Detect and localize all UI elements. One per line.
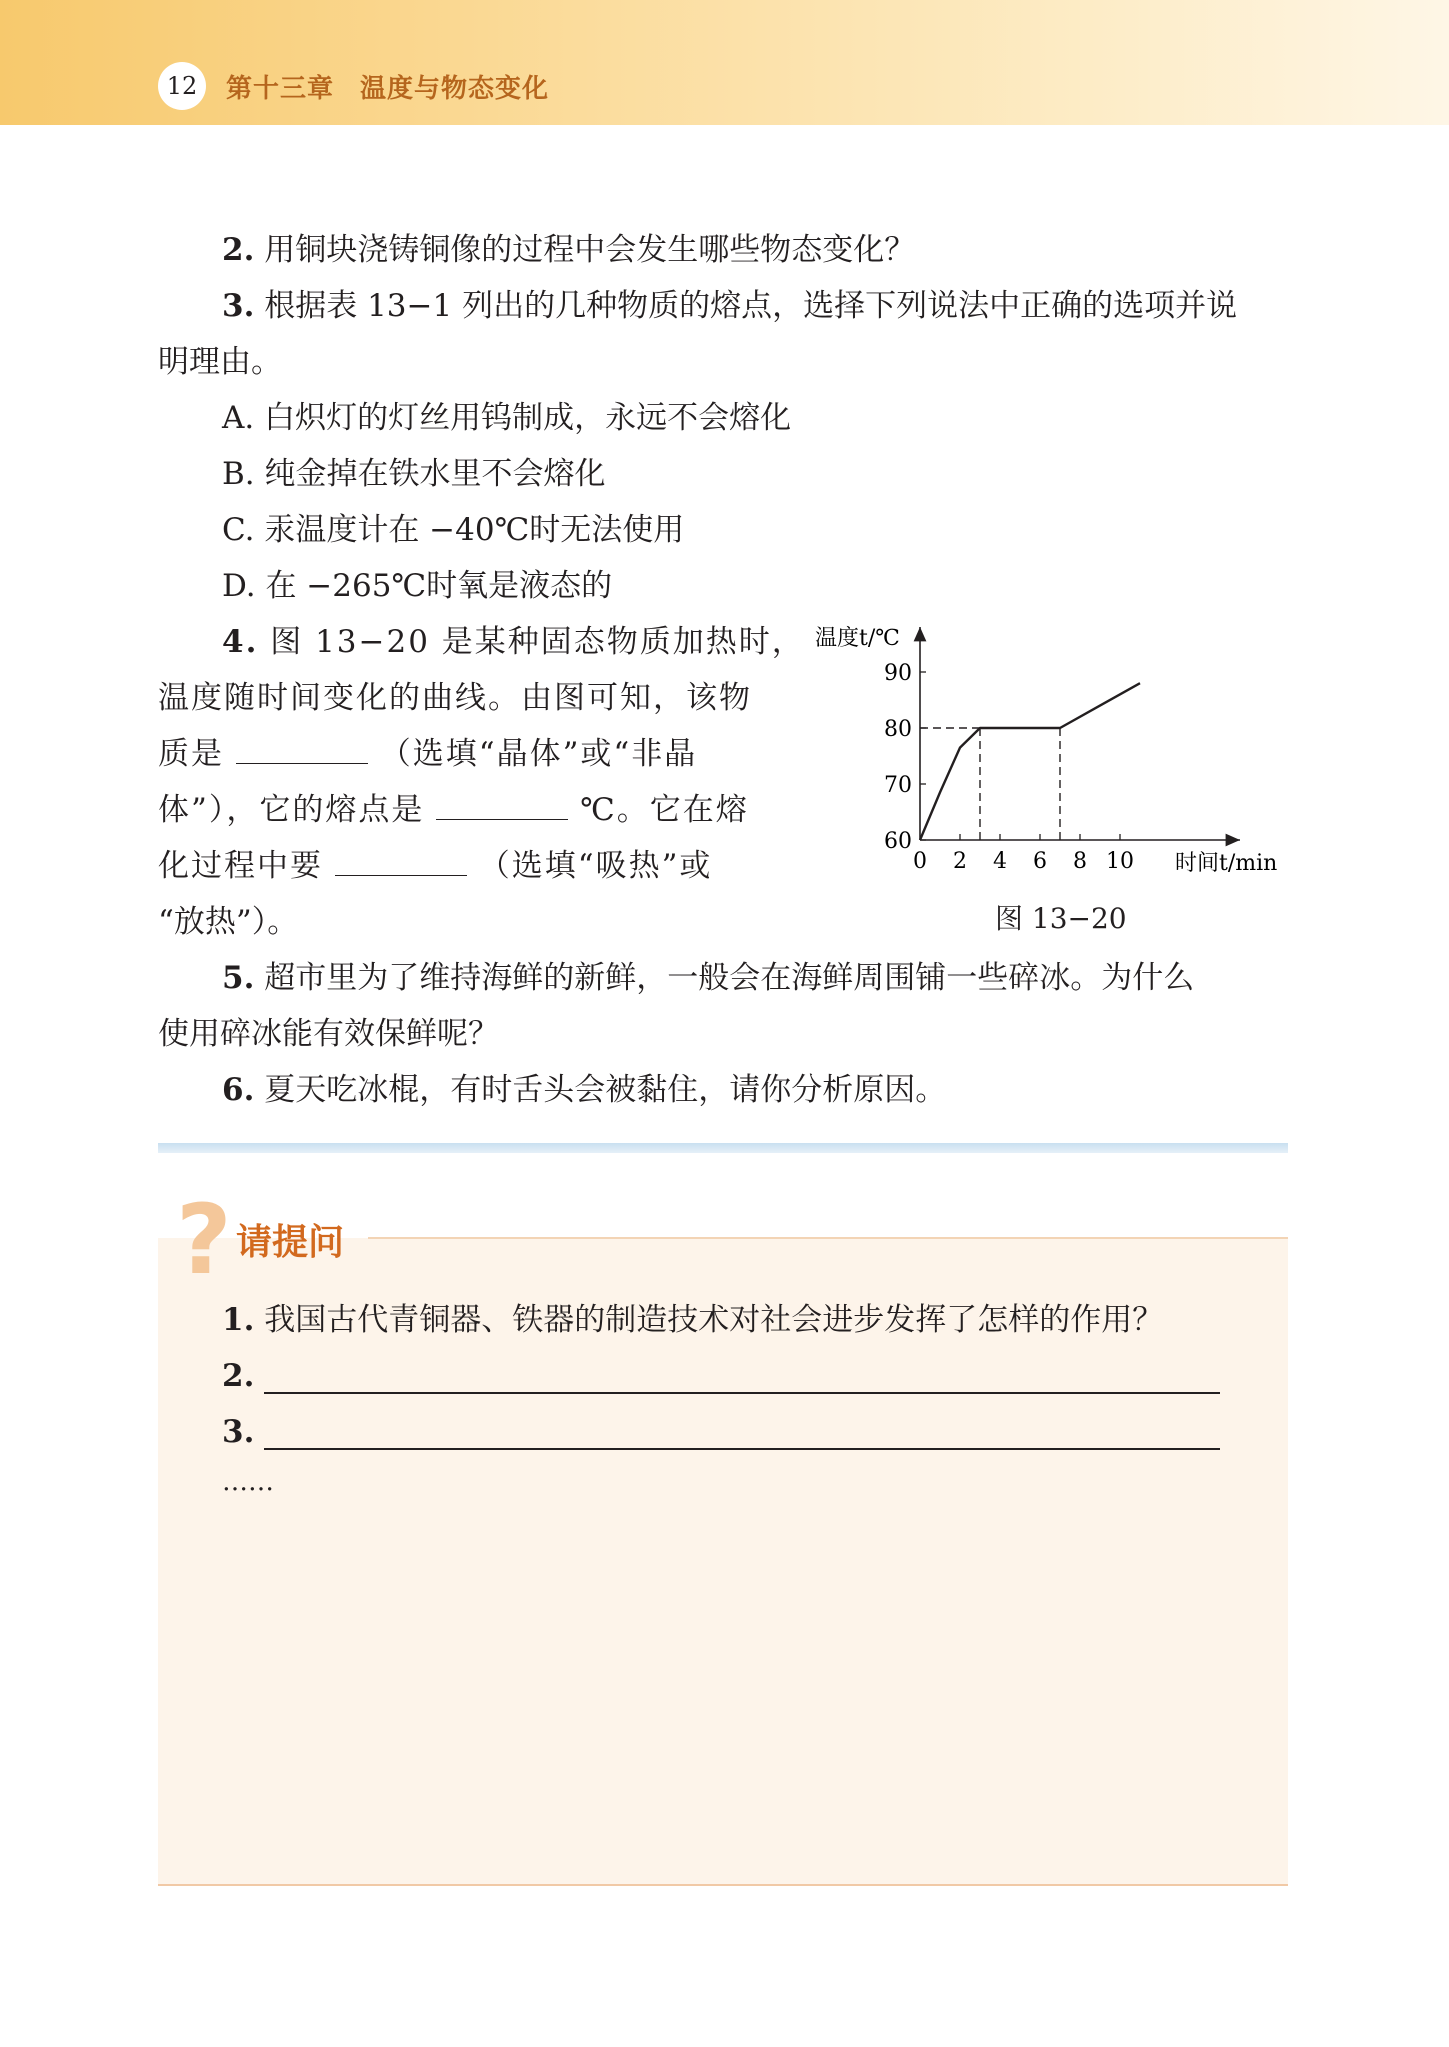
- question-number: 2.: [222, 232, 255, 268]
- page-header: [0, 0, 1449, 125]
- ask-ellipsis: ……: [222, 1467, 274, 1497]
- chapter-number: 第十三章: [226, 74, 335, 104]
- x-tick-label: 8: [1073, 849, 1087, 874]
- x-tick-label: 2: [953, 849, 967, 874]
- answer-blank[interactable]: [236, 735, 368, 764]
- y-tick-label: 60: [884, 829, 912, 854]
- x-axis-label: 时间t/min: [1175, 851, 1278, 876]
- y-tick-label: 70: [884, 773, 912, 798]
- section-divider: [158, 1143, 1288, 1153]
- text: 质是: [158, 736, 224, 772]
- question-2: [222, 230, 915, 270]
- question-number: 6.: [222, 1072, 255, 1108]
- ask-question-1: [222, 1300, 1163, 1340]
- x-tick-label: 10: [1106, 849, 1134, 874]
- ask-answer-line-2[interactable]: [264, 1392, 1220, 1394]
- text: （选填“吸热”或: [478, 848, 713, 884]
- ask-answer-line-3[interactable]: [264, 1448, 1220, 1450]
- question-4-line6: “放热”）。: [158, 904, 299, 940]
- text: ℃。它在熔: [580, 792, 749, 828]
- ask-question-2: [222, 1356, 254, 1396]
- temperature-time-chart: [810, 615, 1290, 895]
- page-number: 12: [158, 62, 206, 110]
- figure-caption: 图 13−20: [995, 902, 1127, 935]
- question-number: 5.: [222, 960, 255, 996]
- chapter-heading: [226, 68, 549, 105]
- question-number: 1.: [222, 1302, 255, 1338]
- option-b: B. 纯金掉在铁水里不会熔化: [222, 456, 606, 492]
- question-text: 图 13−20 是某种固态物质加热时，: [270, 624, 805, 660]
- question-6: [222, 1070, 946, 1110]
- question-4-line2: 温度随时间变化的曲线。由图可知，该物: [158, 680, 752, 716]
- option-a: A. 白炽灯的灯丝用钨制成，永远不会熔化: [222, 400, 792, 436]
- question-3: [222, 286, 1237, 326]
- text: （选填“晶体”或“非晶: [379, 736, 698, 772]
- answer-blank[interactable]: [335, 847, 467, 876]
- question-5: [222, 958, 1194, 998]
- question-number: 4.: [222, 624, 259, 660]
- ask-section-title: 请提问: [236, 1222, 345, 1263]
- ask-title-rule: [368, 1237, 1288, 1239]
- x-tick-label: 6: [1033, 849, 1047, 874]
- question-mark-icon: ?: [176, 1184, 232, 1296]
- y-axis-label: 温度t/℃: [815, 626, 900, 651]
- text: 化过程中要: [158, 848, 323, 884]
- y-tick-label: 80: [884, 717, 912, 742]
- question-number: 3.: [222, 1414, 255, 1450]
- chapter-title: 温度与物态变化: [360, 74, 550, 104]
- option-c: C. 汞温度计在 −40℃时无法使用: [222, 512, 685, 548]
- option-d: D. 在 −265℃时氧是液态的: [222, 568, 613, 604]
- question-text: 用铜块浇铸铜像的过程中会发生哪些物态变化？: [264, 232, 916, 268]
- question-text: 我国古代青铜器、铁器的制造技术对社会进步发挥了怎样的作用？: [264, 1302, 1164, 1338]
- question-4-line3: [158, 734, 697, 774]
- x-tick-label: 4: [993, 849, 1007, 874]
- question-4: [222, 622, 805, 662]
- question-number: 2.: [222, 1358, 255, 1394]
- question-4-line5: [158, 846, 712, 886]
- series-line: [920, 683, 1140, 840]
- question-5-cont: 使用碎冰能有效保鲜呢？: [158, 1016, 499, 1052]
- question-3-cont: 明理由。: [158, 344, 282, 380]
- question-4-line4: [158, 790, 749, 830]
- question-text: 夏天吃冰棍，有时舌头会被黏住，请你分析原因。: [264, 1072, 947, 1108]
- text: 体”），它的熔点是: [158, 792, 425, 828]
- y-tick-label: 90: [884, 661, 912, 686]
- question-text: 超市里为了维持海鲜的新鲜，一般会在海鲜周围铺一些碎冰。为什么: [264, 960, 1195, 996]
- ask-question-3: [222, 1412, 254, 1452]
- question-text: 根据表 13−1 列出的几种物质的熔点，选择下列说法中正确的选项并说: [264, 288, 1238, 324]
- x-tick-label: 0: [913, 849, 927, 874]
- answer-blank[interactable]: [436, 791, 568, 820]
- question-number: 3.: [222, 288, 255, 324]
